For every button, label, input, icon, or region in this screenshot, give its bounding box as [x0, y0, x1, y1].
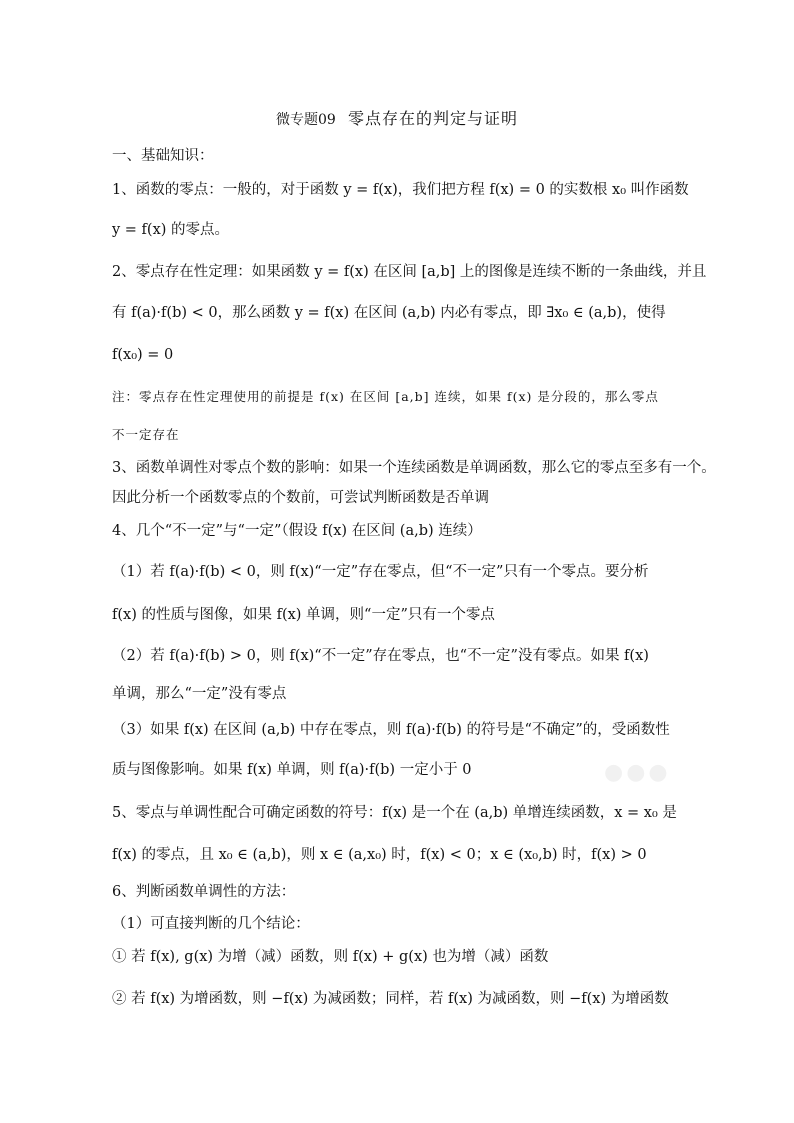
paragraph-line: （2）若 f(a)·f(b) > 0，则 f(x)“不一定”存在零点，也“不一定”没有零点。如果 f(x) [112, 648, 649, 664]
paragraph-line: 6、判断函数单调性的方法： [112, 884, 296, 900]
watermark: ●●● [604, 760, 671, 785]
paragraph-line: 质与图像影响。如果 f(x) 单调，则 f(a)·f(b) 一定小于 0 [112, 762, 472, 778]
paragraph-line: f(x₀) = 0 [112, 347, 174, 363]
paragraph-line: 1、函数的零点：一般的，对于函数 y = f(x)，我们把方程 f(x) = 0 的实数根 x₀ 叫作函数 [112, 182, 689, 198]
paragraph-line: f(x) 的零点，且 x₀ ∈ (a,b)，则 x ∈ (a,x₀) 时，f(x) < 0；x ∈ (x₀,b) 时，f(x) > 0 [112, 847, 647, 863]
note-line: 注：零点存在性定理使用的前提是 f(x) 在区间 [a,b] 连续，如果 f(x) 是分段的，那么零点 [112, 389, 659, 404]
paragraph-line: 4、几个“不一定”与“一定”（假设 f(x) 在区间 (a,b) 连续） [112, 523, 482, 539]
paragraph-line: 有 f(a)·f(b) < 0，那么函数 y = f(x) 在区间 (a,b) 内必有零点，即 ∃x₀ ∈ (a,b)，使得 [112, 305, 666, 321]
paragraph-line: （1）可直接判断的几个结论： [112, 916, 310, 932]
note-line: 不一定存在 [112, 427, 180, 442]
title-main: 零点存在的判定与证明 [347, 109, 518, 128]
paragraph-line: （3）如果 f(x) 在区间 (a,b) 中存在零点，则 f(a)·f(b) 的符号是“不确定”的，受函数性 [112, 722, 670, 738]
paragraph-line: ② 若 f(x) 为增函数，则 −f(x) 为减函数；同样，若 f(x) 为减函数，则 −f(x) 为增函数 [112, 991, 669, 1007]
paragraph-line: 单调，那么“一定”没有零点 [112, 686, 287, 702]
page-title [0, 106, 794, 129]
section-heading: 一、基础知识： [112, 148, 214, 164]
paragraph-line: 因此分析一个函数零点的个数前，可尝试判断函数是否单调 [112, 490, 489, 506]
paragraph-line: 2、零点存在性定理：如果函数 y = f(x) 在区间 [a,b] 上的图像是连续不断的一条曲线，并且 [112, 264, 707, 280]
paragraph-line: y = f(x) 的零点。 [112, 222, 230, 238]
paragraph-line: ① 若 f(x), g(x) 为增（减）函数，则 f(x) + g(x) 也为增（减）函数 [112, 949, 549, 965]
title-prefix: 微专题09 [275, 112, 336, 128]
paragraph-line: 3、函数单调性对零点个数的影响：如果一个连续函数是单调函数，那么它的零点至多有一个。 [112, 460, 716, 476]
paragraph-line: （1）若 f(a)·f(b) < 0，则 f(x)“一定”存在零点，但“不一定”只有一个零点。要分析 [112, 564, 649, 580]
paragraph-line: 5、零点与单调性配合可确定函数的符号：f(x) 是一个在 (a,b) 单增连续函数，x = x₀ 是 [112, 805, 677, 821]
paragraph-line: f(x) 的性质与图像，如果 f(x) 单调，则“一定”只有一个零点 [112, 607, 495, 623]
